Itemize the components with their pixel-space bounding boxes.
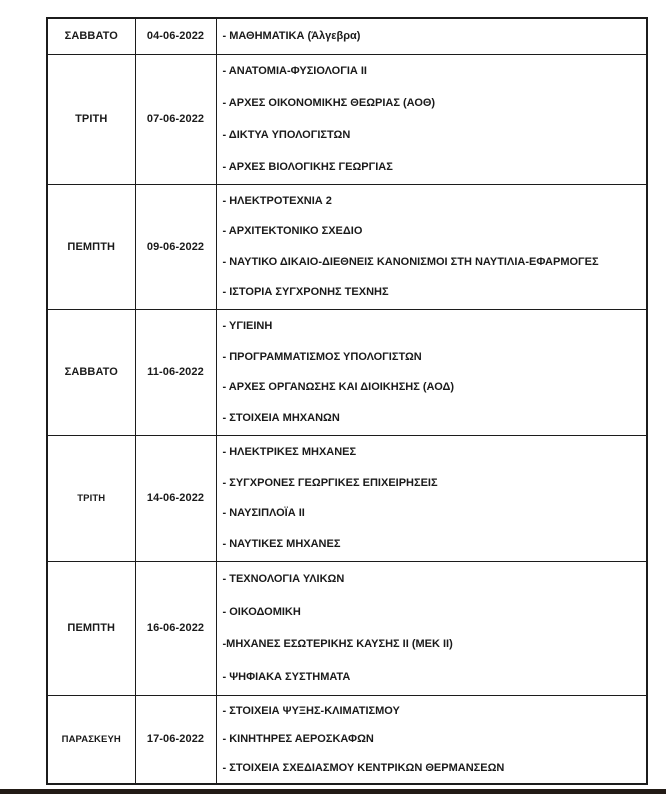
date-cell: 14-06-2022 bbox=[135, 435, 216, 561]
subject-line: - ΝΑΥΤΙΚΟ ΔΙΚΑΙΟ-ΔΙΕΘΝΕΙΣ ΚΑΝΟΝΙΣΜΟΙ ΣΤΗ ΝΑΥΤΙΛΙΑ-ΕΦΑΡΜΟΓΕΣ bbox=[222, 255, 599, 268]
subjects-cell bbox=[216, 435, 647, 561]
subject-line: - ΑΡΧΙΤΕΚΤΟΝΙΚΟ ΣΧΕΔΙΟ bbox=[222, 225, 363, 238]
subjects-cell bbox=[216, 309, 647, 435]
subject-line: -ΜΗΧΑΝΕΣ ΕΣΩΤΕΡΙΚΗΣ ΚΑΥΣΗΣ ΙΙ (ΜΕΚ ΙΙ) bbox=[222, 638, 453, 651]
page-bottom-edge-bar bbox=[0, 789, 666, 794]
subjects-list bbox=[217, 186, 647, 308]
subjects-cell bbox=[216, 561, 647, 695]
subject-line: - ΗΛΕΚΤΡΙΚΕΣ ΜΗΧΑΝΕΣ bbox=[222, 445, 357, 458]
subjects-cell bbox=[216, 54, 647, 184]
subject-line: - ΝΑΥΣΙΠΛΟΪΑ ΙΙ bbox=[222, 507, 305, 520]
subject-line: - ΣΥΓΧΡΟΝΕΣ ΓΕΩΡΓΙΚΕΣ ΕΠΙΧΕΙΡΗΣΕΙΣ bbox=[222, 476, 438, 489]
table-row bbox=[47, 561, 647, 695]
day-cell: ΠΕΜΠΤΗ bbox=[47, 184, 135, 309]
subject-line: - ΑΝΑΤΟΜΙΑ-ΦΥΣΙΟΛΟΓΙΑ ΙΙ bbox=[222, 65, 367, 78]
subject-line: - ΤΕΧΝΟΛΟΓΙΑ ΥΛΙΚΩΝ bbox=[222, 572, 345, 585]
day-cell: ΣΑΒΒΑΤΟ bbox=[47, 309, 135, 435]
subjects-list bbox=[217, 311, 647, 434]
date-cell: 07-06-2022 bbox=[135, 54, 216, 184]
day-cell: ΠΑΡΑΣΚΕΥΗ bbox=[47, 695, 135, 784]
subject-line: - ΥΓΙΕΙΝΗ bbox=[222, 319, 273, 332]
subject-line: - ΣΤΟΙΧΕΙΑ ΣΧΕΔΙΑΣΜΟΥ ΚΕΝΤΡΙΚΩΝ ΘΕΡΜΑΝΣΕΩΝ bbox=[222, 761, 505, 774]
table-row bbox=[47, 435, 647, 561]
subject-line: - ΗΛΕΚΤΡΟΤΕΧΝΙΑ 2 bbox=[222, 194, 332, 207]
subject-line: - ΝΑΥΤΙΚΕΣ ΜΗΧΑΝΕΣ bbox=[222, 538, 341, 551]
date-cell: 17-06-2022 bbox=[135, 695, 216, 784]
subjects-cell bbox=[216, 184, 647, 309]
subject-line: - ΜΑΘΗΜΑΤΙΚΑ (Άλγεβρα) bbox=[222, 30, 361, 43]
subject-line: - ΚΙΝΗΤΗΡΕΣ ΑΕΡΟΣΚΑΦΩΝ bbox=[222, 733, 374, 746]
date-cell: 11-06-2022 bbox=[135, 309, 216, 435]
date-cell: 04-06-2022 bbox=[135, 18, 216, 54]
subjects-cell bbox=[216, 18, 647, 54]
subject-line: - ΟΙΚΟΔΟΜΙΚΗ bbox=[222, 605, 301, 618]
subject-line: - ΙΣΤΟΡΙΑ ΣΥΓΧΡΟΝΗΣ ΤΕΧΝΗΣ bbox=[222, 286, 389, 299]
subjects-list bbox=[217, 437, 647, 560]
date-cell: 09-06-2022 bbox=[135, 184, 216, 309]
subject-line: - ΨΗΦΙΑΚΑ ΣΥΣΤΗΜΑΤΑ bbox=[222, 671, 351, 684]
table-row bbox=[47, 695, 647, 784]
subject-line: - ΑΡΧΕΣ ΟΡΓΑΝΩΣΗΣ ΚΑΙ ΔΙΟΙΚΗΣΗΣ (ΑΟΔ) bbox=[222, 381, 455, 394]
table-row bbox=[47, 54, 647, 184]
subjects-list bbox=[217, 56, 647, 183]
day-cell: ΤΡΙΤΗ bbox=[47, 435, 135, 561]
exam-schedule-rows bbox=[47, 18, 647, 784]
day-cell: ΤΡΙΤΗ bbox=[47, 54, 135, 184]
subject-line: - ΑΡΧΕΣ ΟΙΚΟΝΟΜΙΚΗΣ ΘΕΩΡΙΑΣ (ΑΟΘ) bbox=[222, 97, 436, 110]
subject-line: - ΠΡΟΓΡΑΜΜΑΤΙΣΜΟΣ ΥΠΟΛΟΓΙΣΤΩΝ bbox=[222, 350, 422, 363]
day-cell: ΠΕΜΠΤΗ bbox=[47, 561, 135, 695]
subjects-cell bbox=[216, 695, 647, 784]
date-cell: 16-06-2022 bbox=[135, 561, 216, 695]
table-row bbox=[47, 184, 647, 309]
day-cell: ΣΑΒΒΑΤΟ bbox=[47, 18, 135, 54]
subjects-list bbox=[217, 563, 647, 694]
exam-schedule-table bbox=[46, 17, 648, 785]
subject-line: - ΣΤΟΙΧΕΙΑ ΨΥΞΗΣ-ΚΛΙΜΑΤΙΣΜΟΥ bbox=[222, 704, 400, 717]
subjects-list bbox=[217, 696, 647, 782]
subject-line: - ΑΡΧΕΣ ΒΙΟΛΟΓΙΚΗΣ ΓΕΩΡΓΙΑΣ bbox=[222, 160, 393, 173]
subject-line: - ΔΙΚΤΥΑ ΥΠΟΛΟΓΙΣΤΩΝ bbox=[222, 128, 351, 141]
table-row bbox=[47, 309, 647, 435]
subject-line: - ΣΤΟΙΧΕΙΑ ΜΗΧΑΝΩΝ bbox=[222, 412, 340, 425]
subjects-list bbox=[217, 20, 647, 53]
table-row bbox=[47, 18, 647, 54]
